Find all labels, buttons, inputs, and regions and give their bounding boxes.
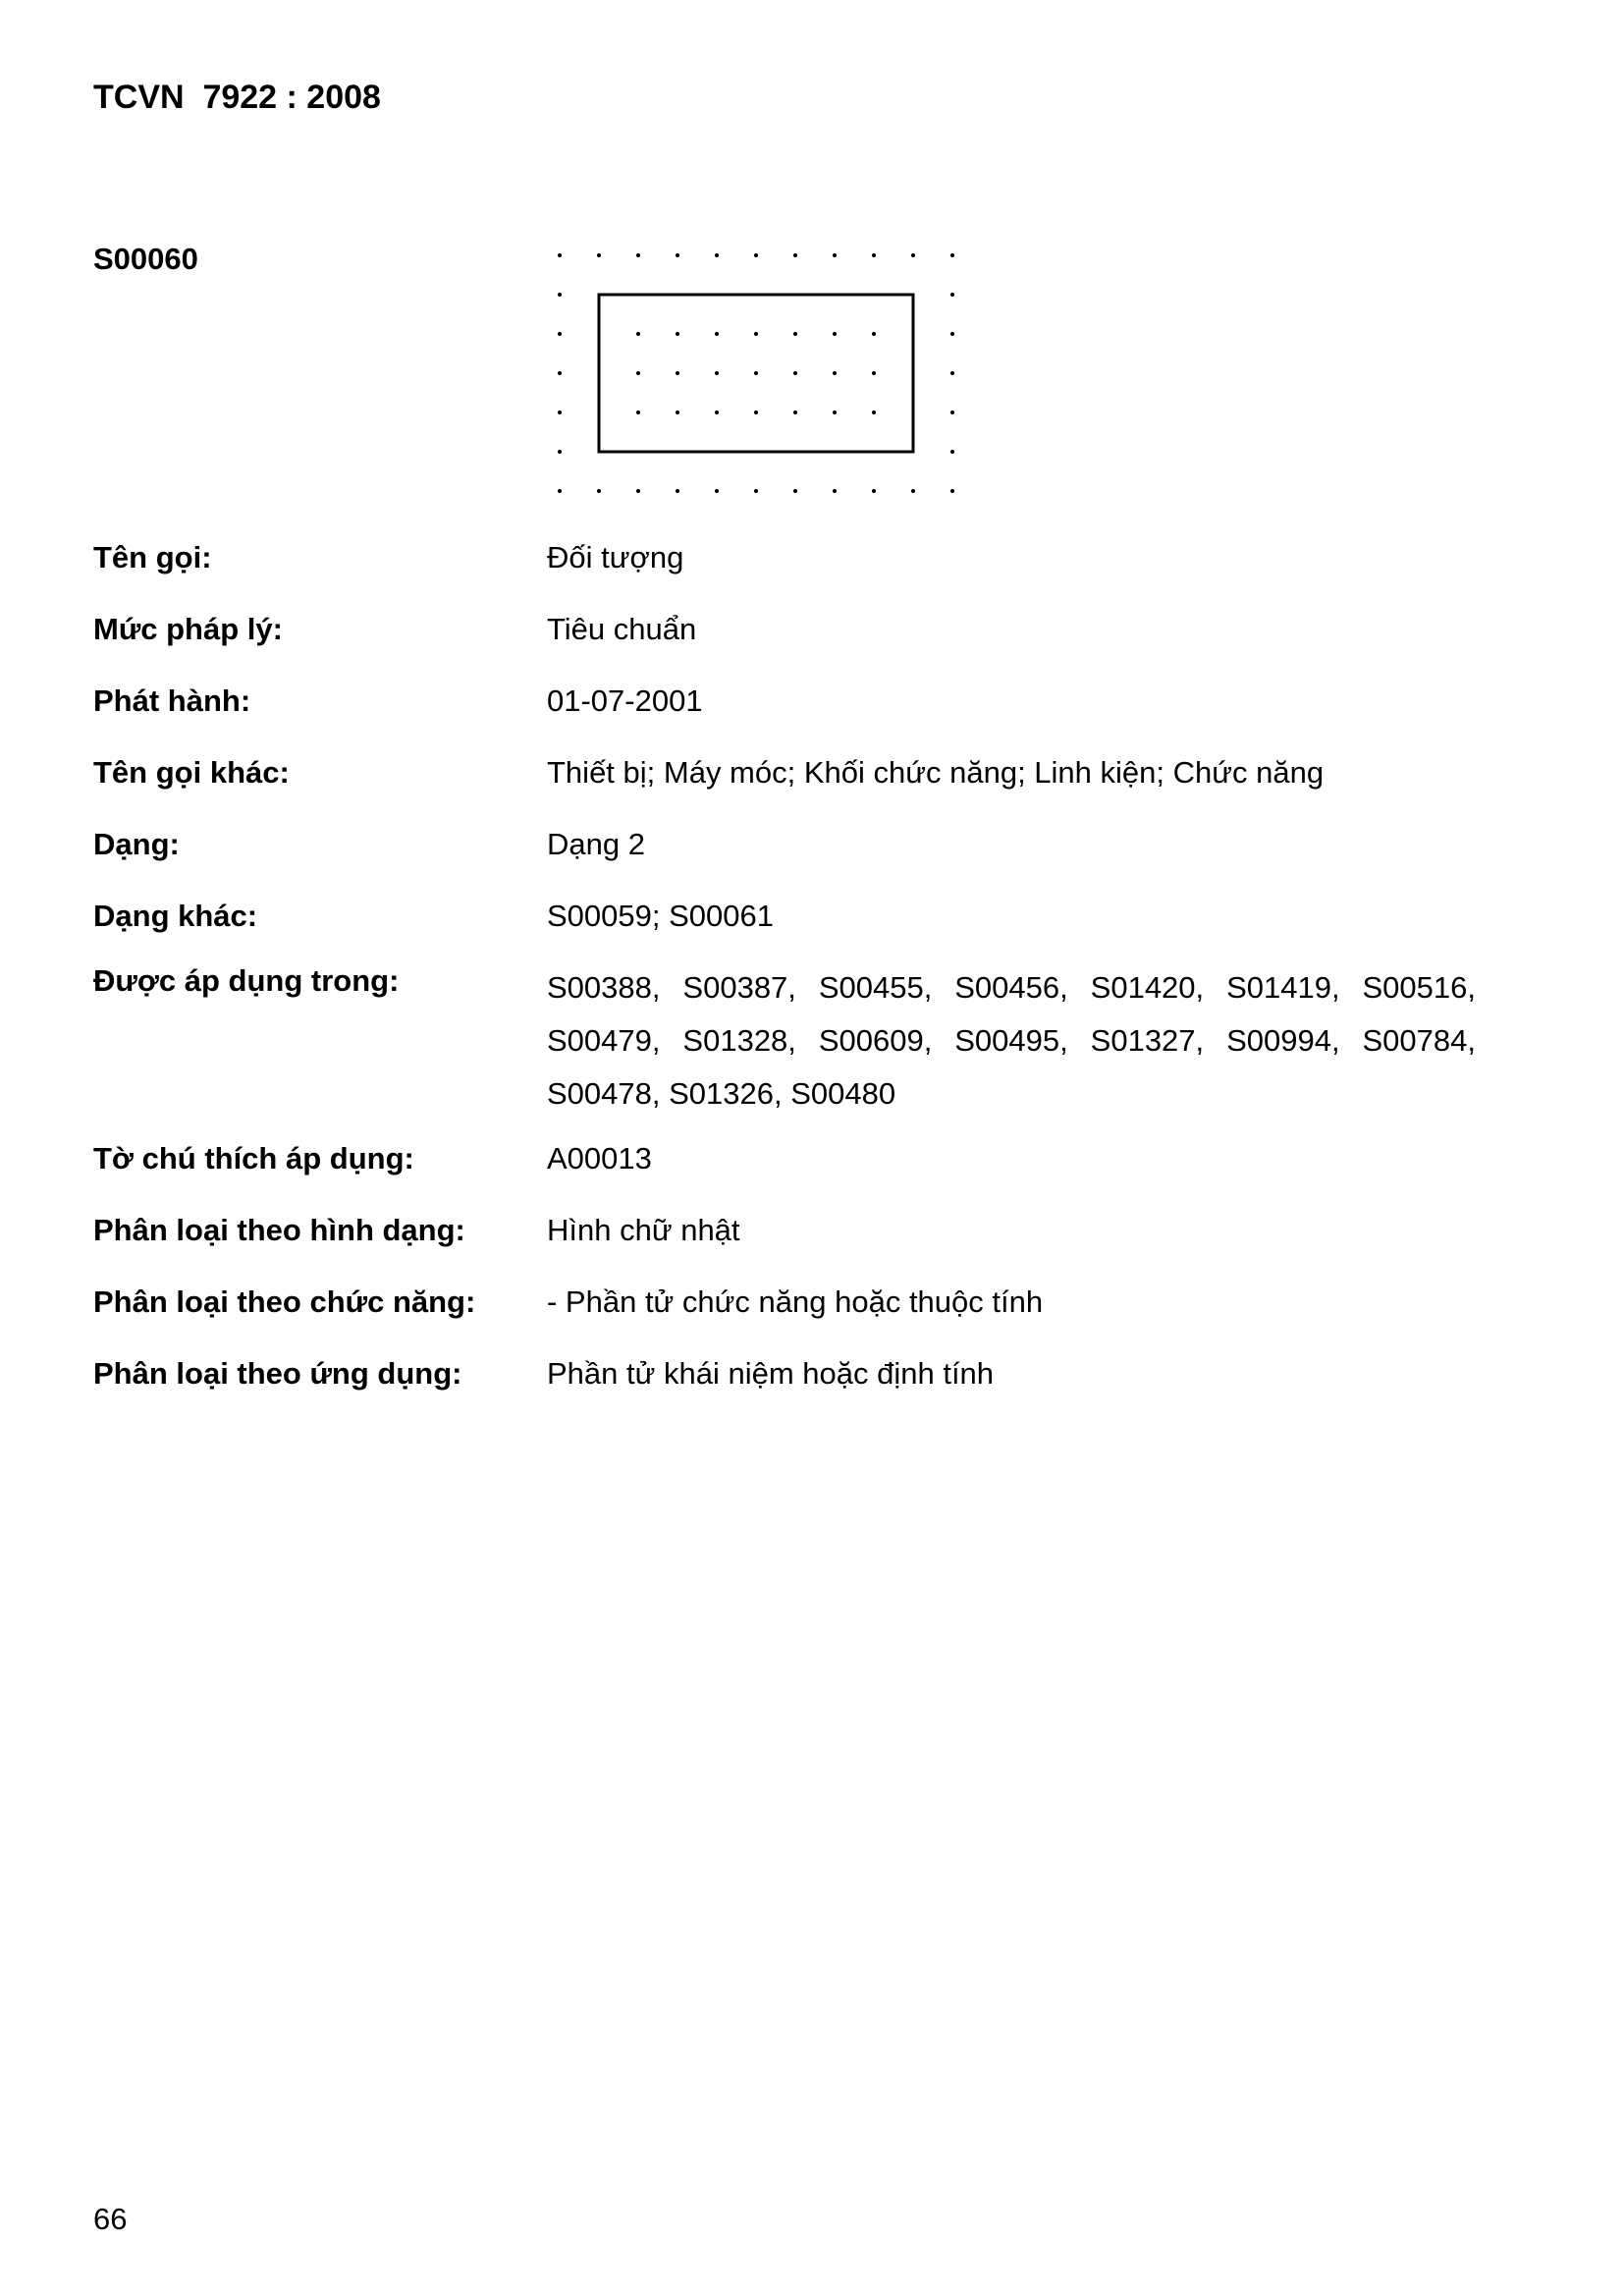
grid-dot	[754, 253, 758, 257]
grid-dot	[950, 450, 954, 454]
grid-dot	[793, 489, 797, 493]
field-phan-loai-ung-dung	[93, 1354, 1488, 1426]
field-value: Thiết bị; Máy móc; Khối chức năng; Linh kiện; Chức năng	[547, 755, 1325, 790]
grid-dot	[715, 410, 719, 414]
grid-dot	[636, 253, 640, 257]
grid-dot	[833, 332, 837, 336]
grid-dot	[793, 253, 797, 257]
grid-dot	[597, 489, 601, 493]
grid-dot	[872, 371, 876, 375]
grid-dot	[833, 410, 837, 414]
field-label: Tên gọi:	[93, 540, 212, 574]
grid-dot	[754, 410, 758, 414]
field-label: Dạng:	[93, 827, 180, 861]
field-phan-loai-hinh-dang	[93, 1211, 1488, 1283]
field-dang-khac	[93, 897, 1488, 968]
grid-dot	[793, 332, 797, 336]
grid-dot	[950, 253, 954, 257]
field-phat-hanh	[93, 682, 1488, 753]
grid-dot	[715, 371, 719, 375]
grid-dot	[754, 371, 758, 375]
field-value: S00059; S00061	[547, 899, 774, 933]
symbol-code: S00060	[93, 242, 198, 276]
grid-dot	[558, 293, 562, 297]
grid-dot	[676, 332, 679, 336]
grid-dot	[676, 253, 679, 257]
grid-dot	[558, 489, 562, 493]
grid-dot	[872, 410, 876, 414]
field-label: Được áp dụng trong:	[93, 963, 400, 998]
grid-dot	[754, 489, 758, 493]
grid-dot	[636, 489, 640, 493]
grid-dot	[793, 371, 797, 375]
field-value: Đối tượng	[547, 540, 684, 574]
dot-grid	[558, 253, 954, 493]
field-label: Phân loại theo ứng dụng:	[93, 1356, 462, 1391]
field-muc-phap-ly	[93, 610, 1488, 682]
field-duoc-ap-dung-trong	[93, 961, 1488, 1139]
grid-dot	[950, 371, 954, 375]
field-value: Tiêu chuẩn	[547, 612, 697, 646]
grid-dot	[715, 332, 719, 336]
page-number: 66	[93, 2202, 128, 2236]
grid-dot	[911, 253, 915, 257]
field-label: Phân loại theo chức năng:	[93, 1285, 476, 1319]
grid-dot	[950, 489, 954, 493]
grid-dot	[872, 332, 876, 336]
field-label: Mức pháp lý:	[93, 612, 283, 646]
field-to-chu-thich	[93, 1139, 1488, 1211]
field-value: S00388, S00387, S00455, S00456, S01420, S01419, S00516, S00479, S01328, S00609, S00495, S01327, S00994, S00784, S00478, S01326, S00480	[547, 970, 1476, 1111]
grid-dot	[676, 489, 679, 493]
grid-dot	[558, 450, 562, 454]
field-list	[93, 538, 1488, 1426]
document-header: TCVN 7922 : 2008	[93, 79, 381, 116]
field-dang	[93, 825, 1488, 897]
field-value: A00013	[547, 1141, 652, 1175]
field-label: Tờ chú thích áp dụng:	[93, 1141, 414, 1175]
field-value: Hình chữ nhật	[547, 1213, 740, 1247]
field-value: 01-07-2001	[547, 683, 703, 718]
grid-dot	[833, 371, 837, 375]
grid-dot	[950, 293, 954, 297]
grid-dot	[872, 489, 876, 493]
grid-dot	[950, 332, 954, 336]
field-label: Tên gọi khác:	[93, 755, 290, 790]
grid-dot	[911, 489, 915, 493]
grid-dot	[754, 332, 758, 336]
grid-dot	[676, 410, 679, 414]
field-phan-loai-chuc-nang	[93, 1283, 1488, 1354]
grid-dot	[558, 371, 562, 375]
field-label: Phân loại theo hình dạng:	[93, 1213, 465, 1247]
grid-dot	[558, 332, 562, 336]
grid-dot	[833, 489, 837, 493]
grid-dot	[950, 410, 954, 414]
grid-dot	[872, 253, 876, 257]
grid-dot	[636, 410, 640, 414]
field-value: - Phần tử chức năng hoặc thuộc tính	[547, 1285, 1044, 1319]
grid-dot	[636, 332, 640, 336]
field-ten-goi-khac	[93, 753, 1488, 825]
grid-dot	[558, 410, 562, 414]
field-value: Phần tử khái niệm hoặc định tính	[547, 1356, 995, 1391]
grid-dot	[715, 489, 719, 493]
field-label: Dạng khác:	[93, 899, 258, 933]
rectangle-symbol-figure	[550, 246, 962, 501]
field-label: Phát hành:	[93, 683, 251, 718]
grid-dot	[636, 371, 640, 375]
field-ten-goi	[93, 538, 1488, 610]
field-value: Dạng 2	[547, 827, 645, 861]
grid-dot	[793, 410, 797, 414]
grid-dot	[833, 253, 837, 257]
grid-dot	[715, 253, 719, 257]
grid-dot	[597, 253, 601, 257]
grid-dot	[676, 371, 679, 375]
grid-dot	[558, 253, 562, 257]
